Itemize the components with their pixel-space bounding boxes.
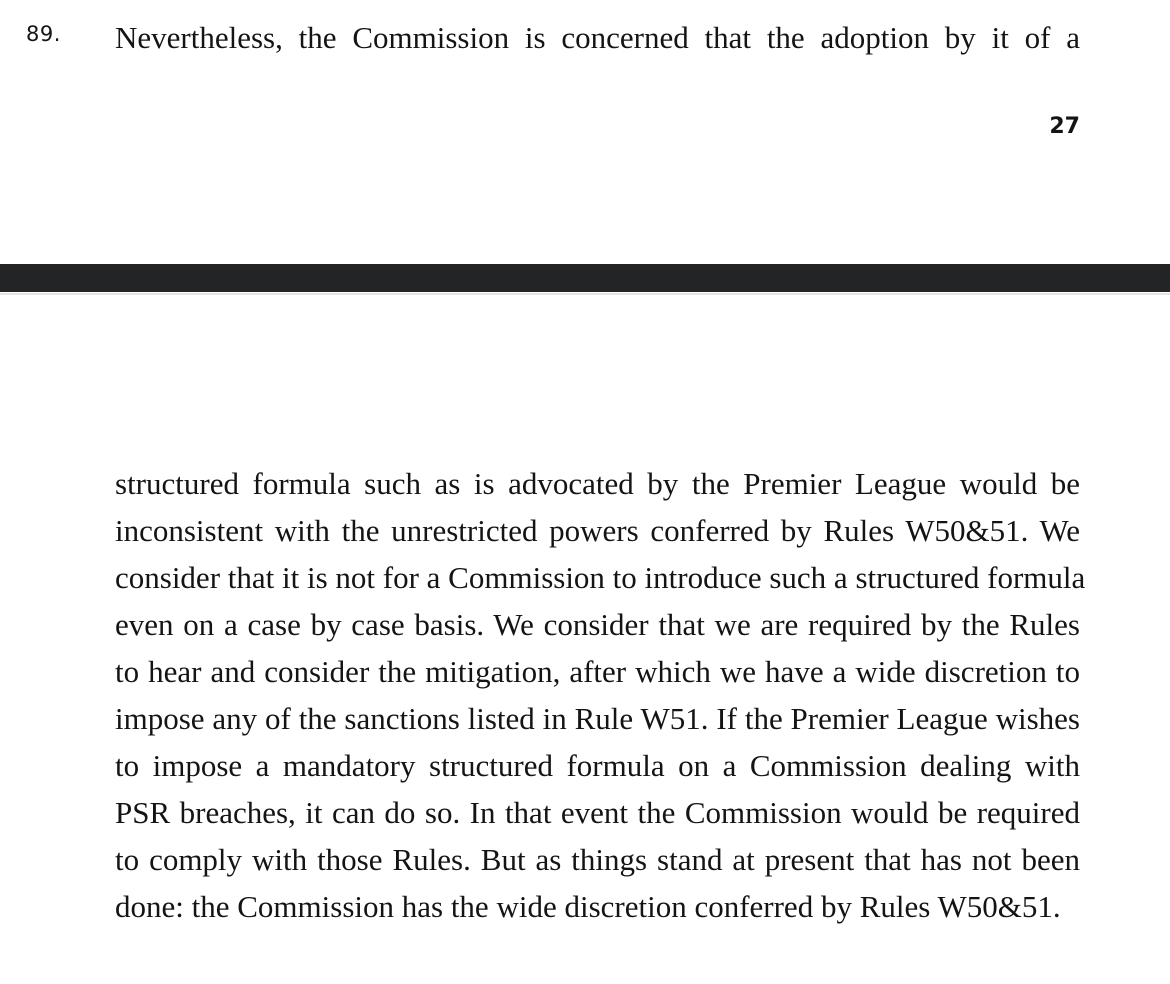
page-break-divider xyxy=(0,264,1170,292)
paragraph-line: done: the Commission has the wide discretion conferred by Rules W50&51. xyxy=(115,889,1061,924)
paragraph-line: inconsistent with the unrestricted powers conferred by Rules W50&51. We xyxy=(115,513,1080,548)
paragraph-line: to impose a mandatory structured formula on a Commission dealing with xyxy=(115,748,1080,783)
page-number: 27 xyxy=(1049,114,1080,139)
paragraph-line: consider that it is not for a Commission to introduce such a structured formula xyxy=(115,560,1086,595)
paragraph-line: even on a case by case basis. We consider that we are required by the Rules xyxy=(115,607,1080,642)
paragraph-line: to comply with those Rules. But as things stand at present that has not been xyxy=(115,842,1080,877)
paragraph-first-line: Nevertheless, the Commission is concerned that the adoption by it of a xyxy=(115,20,1080,55)
paragraph-line: impose any of the sanctions listed in Rule W51. If the Premier League wishes xyxy=(115,701,1080,736)
paragraph-number: 89. xyxy=(26,22,61,46)
paragraph-line: to hear and consider the mitigation, after which we have a wide discretion to xyxy=(115,654,1080,689)
paragraph-line: PSR breaches, it can do so. In that event the Commission would be required xyxy=(115,795,1080,830)
paragraph-continuation xyxy=(115,460,1086,930)
paragraph-line: structured formula such as is advocated by the Premier League would be xyxy=(115,466,1080,501)
